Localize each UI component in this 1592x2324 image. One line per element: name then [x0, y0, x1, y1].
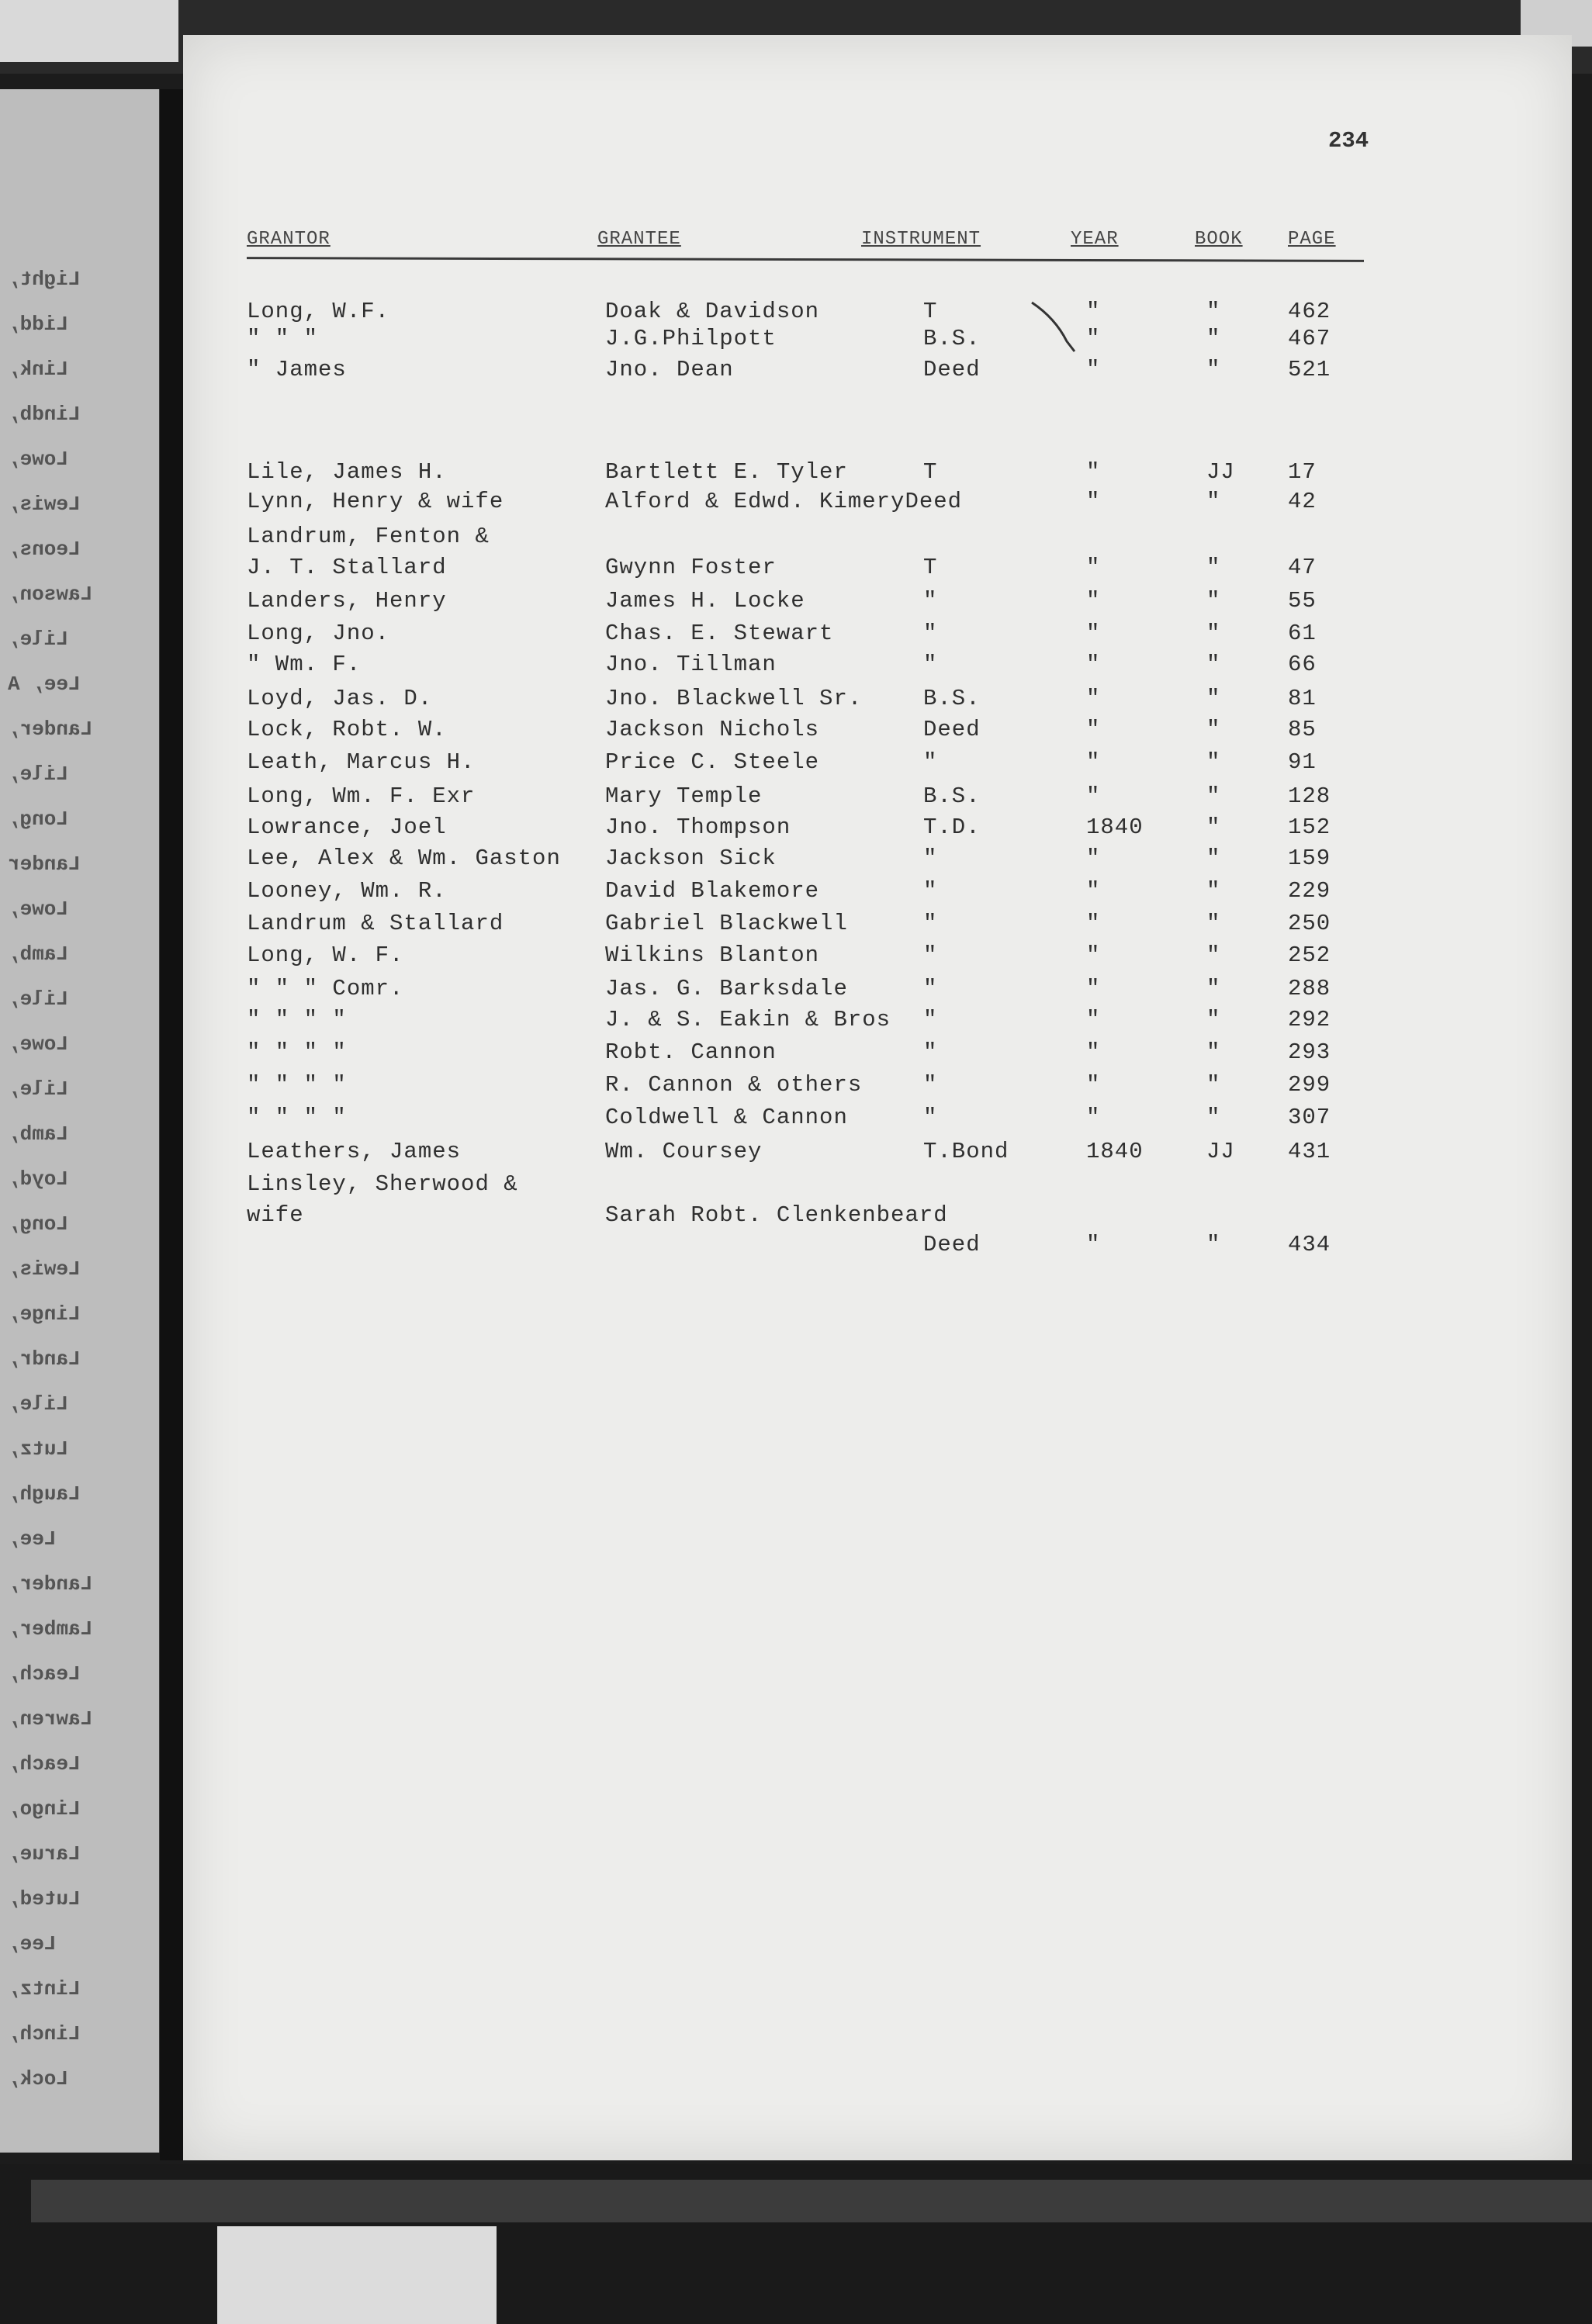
cell-instrument: "	[923, 976, 938, 1001]
cell-grantee: James H. Locke	[605, 588, 805, 614]
cell-grantor: " " " "	[247, 1105, 347, 1130]
cell-page: 307	[1288, 1105, 1331, 1130]
facing-page-fragment: Lile,	[8, 1392, 69, 1416]
cell-year: "	[1086, 299, 1101, 324]
facing-page-fragment: Lindb,	[8, 403, 81, 426]
cell-grantee: Gwynn Foster	[605, 555, 777, 580]
cell-year: "	[1086, 1039, 1101, 1065]
cell-year: "	[1086, 326, 1101, 351]
facing-page-fragment: Lawson,	[8, 583, 93, 606]
cell-grantee: Alford & Edwd. KimeryDeed	[605, 489, 963, 514]
film-bottom-border	[0, 2164, 1592, 2324]
cell-year: "	[1086, 749, 1101, 775]
cell-grantor: Lynn, Henry & wife	[247, 489, 504, 514]
cell-instrument: B.S.	[923, 326, 981, 351]
facing-page-fragment: Landr,	[8, 1347, 81, 1371]
cell-page: 42	[1288, 489, 1317, 514]
ledger-row	[0, 814, 1389, 847]
header-book: BOOK	[1195, 229, 1243, 250]
facing-page-fragment: Lowe,	[8, 897, 69, 921]
cell-instrument: T.D.	[923, 814, 981, 840]
cell-book: "	[1206, 652, 1221, 677]
cell-book: "	[1206, 1105, 1221, 1130]
facing-page-fragment: Lamb,	[8, 1122, 69, 1146]
ledger-row	[0, 326, 1389, 358]
cell-book: "	[1206, 717, 1221, 742]
cell-year: "	[1086, 652, 1101, 677]
cell-book: "	[1206, 621, 1221, 646]
cell-grantor: Lee, Alex & Wm. Gaston	[247, 846, 561, 871]
cell-book: "	[1206, 1072, 1221, 1098]
cell-page: 288	[1288, 976, 1331, 1001]
cell-grantee: Wm. Coursey	[605, 1139, 763, 1164]
facing-page-fragment: Lawren,	[8, 1707, 93, 1731]
cell-book: "	[1206, 846, 1221, 871]
cell-page: 462	[1288, 299, 1331, 324]
ledger-row	[0, 588, 1389, 621]
cell-instrument: T	[923, 555, 938, 580]
ledger-row	[0, 489, 1389, 521]
cell-grantor: Looney, Wm. R.	[247, 878, 447, 904]
cell-year: "	[1086, 1072, 1101, 1098]
facing-page-fragment: Lander,	[8, 718, 93, 741]
cell-book: "	[1206, 1007, 1221, 1032]
cell-instrument: "	[923, 621, 938, 646]
cell-page: 81	[1288, 686, 1317, 711]
ledger-row	[0, 1039, 1389, 1072]
facing-page-fragment: Lee, A	[8, 673, 81, 696]
film-top-paper-edge	[0, 0, 178, 62]
cell-year: "	[1086, 1105, 1101, 1130]
facing-page-fragment: Laugh,	[8, 1482, 81, 1506]
cell-grantor: Leathers, James	[247, 1139, 462, 1164]
cell-instrument: T	[923, 459, 938, 485]
cell-grantor: Lile, James H.	[247, 459, 447, 485]
cell-grantor: " Wm. F.	[247, 652, 362, 677]
cell-year: "	[1086, 459, 1101, 485]
cell-year: "	[1086, 976, 1101, 1001]
cell-book: "	[1206, 357, 1221, 382]
cell-year: 1840	[1086, 1139, 1144, 1164]
cell-page: 55	[1288, 588, 1317, 614]
cell-instrument: "	[923, 1072, 938, 1098]
cell-grantor: Landrum & Stallard	[247, 911, 504, 936]
header-year: YEAR	[1071, 229, 1119, 250]
cell-page: 467	[1288, 326, 1331, 351]
cell-grantee: Robt. Cannon	[605, 1039, 777, 1065]
facing-page-fragment: Leons,	[8, 538, 81, 561]
cell-grantor: " James	[247, 357, 347, 382]
cell-year: "	[1086, 555, 1101, 580]
cell-grantor: Long, W. F.	[247, 942, 404, 968]
cell-page: 293	[1288, 1039, 1331, 1065]
facing-page-fragment: Luted,	[8, 1887, 81, 1911]
facing-page-fragment: Linch,	[8, 2022, 81, 2046]
ledger-row	[0, 459, 1389, 492]
header-page: PAGE	[1288, 229, 1336, 250]
facing-page-fragment: Lander	[8, 852, 81, 876]
facing-page-fragment: Lowe,	[8, 1032, 69, 1056]
facing-page-fragment: Lile,	[8, 628, 69, 651]
facing-page-fragment: Loyd,	[8, 1167, 69, 1191]
cell-grantee: Sarah Robt. Clenkenbeard	[605, 1202, 948, 1228]
cell-book: "	[1206, 783, 1221, 809]
cell-grantee: J. & S. Eakin & Bros	[605, 1007, 891, 1032]
cell-grantee: Jno. Blackwell Sr.	[605, 686, 863, 711]
cell-page: 250	[1288, 911, 1331, 936]
cell-year: "	[1086, 621, 1101, 646]
cell-grantee: J.G.Philpott	[605, 326, 777, 351]
facing-page-fragment: Light,	[8, 268, 81, 291]
ledger-row	[0, 976, 1389, 1008]
cell-instrument: "	[923, 878, 938, 904]
cell-grantee: Coldwell & Cannon	[605, 1105, 848, 1130]
cell-grantee: R. Cannon & others	[605, 1072, 863, 1098]
ledger-row	[0, 1105, 1389, 1137]
cell-instrument: "	[923, 588, 938, 614]
cell-book: JJ	[1206, 1139, 1235, 1164]
ledger-row	[0, 357, 1389, 389]
ledger-row	[0, 1139, 1389, 1171]
cell-grantor: Loyd, Jas. D.	[247, 686, 433, 711]
ledger-row	[0, 1171, 1389, 1204]
facing-page-fragment: Lile,	[8, 1077, 69, 1101]
facing-page-fragment: Lowe,	[8, 448, 69, 471]
cell-grantor: " " "	[247, 326, 319, 351]
cell-book: "	[1206, 1232, 1221, 1257]
cell-grantor: Lowrance, Joel	[247, 814, 447, 840]
facing-page-fragment: Lewis,	[8, 493, 81, 516]
cell-grantor: " " " "	[247, 1072, 347, 1098]
cell-page: 431	[1288, 1139, 1331, 1164]
cell-book: JJ	[1206, 459, 1235, 485]
ledger-row	[0, 846, 1389, 878]
cell-book: "	[1206, 976, 1221, 1001]
facing-page-fragment: Lamber,	[8, 1617, 93, 1641]
cell-page: 434	[1288, 1232, 1331, 1257]
facing-page-fragment: Lee,	[8, 1527, 57, 1551]
cell-grantee: Gabriel Blackwell	[605, 911, 848, 936]
cell-instrument: B.S.	[923, 783, 981, 809]
cell-instrument: "	[923, 846, 938, 871]
facing-page-fragment: Lile,	[8, 763, 69, 786]
cell-instrument: T.Bond	[923, 1139, 1009, 1164]
cell-book: "	[1206, 942, 1221, 968]
cell-year: 1840	[1086, 814, 1144, 840]
cell-grantor: Landers, Henry	[247, 588, 447, 614]
ledger-row	[0, 1232, 1389, 1264]
cell-grantee: Jno. Thompson	[605, 814, 791, 840]
cell-page: 91	[1288, 749, 1317, 775]
ledger-row	[0, 524, 1389, 556]
ledger-row	[0, 1202, 1389, 1235]
cell-grantee: Jno. Dean	[605, 357, 734, 382]
ledger-row	[0, 621, 1389, 653]
cell-book: "	[1206, 911, 1221, 936]
ledger-row	[0, 1007, 1389, 1039]
cell-page: 159	[1288, 846, 1331, 871]
cell-book: "	[1206, 588, 1221, 614]
cell-grantor: " " " "	[247, 1039, 347, 1065]
pencil-check-mark	[1028, 299, 1082, 353]
cell-book: "	[1206, 814, 1221, 840]
ledger-row	[0, 717, 1389, 749]
cell-grantor: Long, Wm. F. Exr	[247, 783, 476, 809]
cell-grantor: Long, W.F.	[247, 299, 390, 324]
cell-grantee: Wilkins Blanton	[605, 942, 820, 968]
facing-page-fragment: Lile,	[8, 987, 69, 1011]
cell-book: "	[1206, 686, 1221, 711]
cell-book: "	[1206, 749, 1221, 775]
cell-year: "	[1086, 588, 1101, 614]
cell-instrument: Deed	[923, 357, 981, 382]
cell-page: 252	[1288, 942, 1331, 968]
ledger-row	[0, 1072, 1389, 1105]
cell-year: "	[1086, 878, 1101, 904]
facing-page-fragment: Leach,	[8, 1752, 81, 1776]
ledger-row	[0, 878, 1389, 911]
cell-grantee: Bartlett E. Tyler	[605, 459, 848, 485]
cell-grantor: " " " Comr.	[247, 976, 404, 1001]
cell-year: "	[1086, 911, 1101, 936]
facing-page-fragment: Lintz,	[8, 1977, 81, 2001]
cell-grantee: Jackson Sick	[605, 846, 777, 871]
cell-grantee: David Blakemore	[605, 878, 820, 904]
cell-year: "	[1086, 357, 1101, 382]
cell-instrument: "	[923, 749, 938, 775]
cell-grantee: Mary Temple	[605, 783, 763, 809]
cell-year: "	[1086, 1232, 1101, 1257]
facing-page-fragment: Leach,	[8, 1662, 81, 1686]
cell-instrument: "	[923, 911, 938, 936]
facing-page-fragment: Lamb,	[8, 942, 69, 966]
cell-page: 152	[1288, 814, 1331, 840]
cell-page: 299	[1288, 1072, 1331, 1098]
cell-book: "	[1206, 878, 1221, 904]
cell-book: "	[1206, 1039, 1221, 1065]
cell-instrument: "	[923, 1039, 938, 1065]
page-number: 234	[1328, 128, 1369, 154]
facing-page-fragment: Link,	[8, 358, 69, 381]
header-grantor: GRANTOR	[247, 229, 331, 250]
cell-grantor: " " " "	[247, 1007, 347, 1032]
cell-instrument: Deed	[923, 717, 981, 742]
cell-grantor: J. T. Stallard	[247, 555, 447, 580]
cell-grantee: Jas. G. Barksdale	[605, 976, 848, 1001]
facing-page-fragment: Lander,	[8, 1572, 93, 1596]
film-bottom-band	[31, 2180, 1592, 2222]
ledger-row	[0, 942, 1389, 975]
cell-grantor: Landrum, Fenton &	[247, 524, 490, 549]
cell-year: "	[1086, 1007, 1101, 1032]
cell-instrument: Deed	[923, 1232, 981, 1257]
ledger-row	[0, 749, 1389, 782]
cell-year: "	[1086, 783, 1101, 809]
cell-instrument: "	[923, 1007, 938, 1032]
cell-year: "	[1086, 846, 1101, 871]
cell-instrument: "	[923, 652, 938, 677]
cell-year: "	[1086, 942, 1101, 968]
cell-grantor: wife	[247, 1202, 304, 1228]
cell-book: "	[1206, 555, 1221, 580]
facing-page-fragment: Long,	[8, 808, 69, 831]
header-grantee: GRANTEE	[597, 229, 681, 250]
cell-year: "	[1086, 686, 1101, 711]
facing-page-fragment: Lewis,	[8, 1257, 81, 1281]
facing-page-fragment: Long,	[8, 1212, 69, 1236]
cell-grantor: Lock, Robt. W.	[247, 717, 447, 742]
cell-instrument: T	[923, 299, 938, 324]
cell-page: 47	[1288, 555, 1317, 580]
cell-grantee: Doak & Davidson	[605, 299, 820, 324]
cell-grantee: Chas. E. Stewart	[605, 621, 834, 646]
facing-page-fragment: Linge,	[8, 1302, 81, 1326]
cell-grantee: Jackson Nichols	[605, 717, 820, 742]
film-bottom-paper-edge	[217, 2226, 497, 2324]
cell-grantee: Price C. Steele	[605, 749, 820, 775]
header-instrument: INSTRUMENT	[861, 229, 981, 250]
cell-page: 61	[1288, 621, 1317, 646]
cell-instrument: "	[923, 1105, 938, 1130]
cell-book: "	[1206, 489, 1221, 514]
cell-page: 521	[1288, 357, 1331, 382]
cell-page: 66	[1288, 652, 1317, 677]
cell-grantor: Leath, Marcus H.	[247, 749, 476, 775]
cell-page: 85	[1288, 717, 1317, 742]
ledger-row	[0, 911, 1389, 943]
cell-page: 292	[1288, 1007, 1331, 1032]
ledger-row	[0, 783, 1389, 816]
cell-instrument: B.S.	[923, 686, 981, 711]
cell-grantor: Linsley, Sherwood &	[247, 1171, 518, 1197]
facing-page-fragment: Lock,	[8, 2067, 69, 2091]
cell-instrument: "	[923, 942, 938, 968]
facing-page-fragment: Lee,	[8, 1932, 57, 1956]
ledger-row	[0, 652, 1389, 684]
facing-page-fragment: Lidd,	[8, 313, 69, 336]
ledger-row	[0, 686, 1389, 718]
cell-year: "	[1086, 717, 1101, 742]
cell-book: "	[1206, 326, 1221, 351]
facing-page-fragment: Larue,	[8, 1842, 81, 1866]
cell-year: "	[1086, 489, 1101, 514]
facing-page-fragment: Lingo,	[8, 1797, 81, 1821]
cell-grantor: Long, Jno.	[247, 621, 390, 646]
cell-book: "	[1206, 299, 1221, 324]
cell-page: 229	[1288, 878, 1331, 904]
cell-page: 17	[1288, 459, 1317, 485]
cell-page: 128	[1288, 783, 1331, 809]
cell-grantee: Jno. Tillman	[605, 652, 777, 677]
facing-page-fragment: Lutz,	[8, 1437, 69, 1461]
ledger-row	[0, 555, 1389, 587]
